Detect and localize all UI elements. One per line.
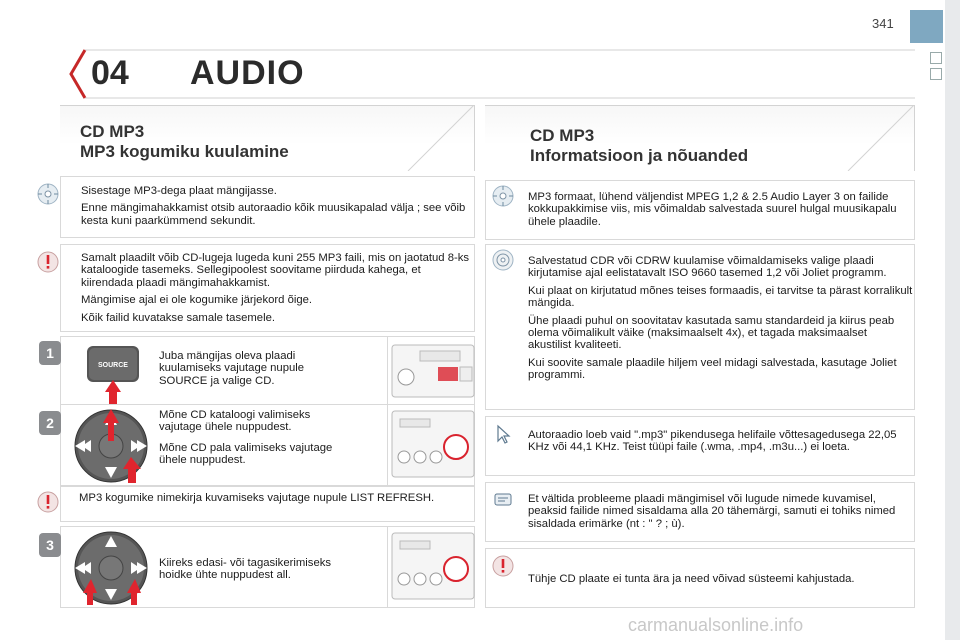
extension-text: Autoraadio loeb vaid ".mp3" pikendusega helifaile võttesagedusega 22,05 KHz või 44,1 KHz. Teist tüüpi faile (.wma, .mp4, .m3u...) ei loeta. xyxy=(528,429,897,454)
warning-icon xyxy=(37,251,59,273)
cursor-icon xyxy=(492,423,514,445)
left-column xyxy=(60,105,475,171)
list-refresh-text: MP3 kogumike nimekirja kuvamiseks vajutage nupule LIST REFRESH. xyxy=(79,492,435,504)
note-text xyxy=(81,252,471,324)
navigation-dpad-icon xyxy=(69,405,153,487)
insert-disc-block xyxy=(60,176,475,238)
chapter-number: 04 xyxy=(91,54,129,92)
warning-icon xyxy=(37,491,59,513)
radio-panel-image xyxy=(388,405,476,485)
list-refresh-block xyxy=(60,486,475,522)
radio-thumb-1 xyxy=(387,337,475,405)
insert-text-1: Sisestage MP3-dega plaat mängijasse. xyxy=(81,185,277,197)
note-text-1: Samalt plaadilt võib CD-lugeja lugeda kuni 255 MP3 faili, mis on jaotatud 8-ks kataloogide tasemeks. Sellegipoolest soovitame piirduda kahega, et kiirendada plaadi mängimahakkamist. xyxy=(81,252,470,289)
corner-tab xyxy=(910,10,943,43)
radio-panel-image xyxy=(388,527,476,607)
format-text: MP3 formaat, lühend väljendist MPEG 1,2 & 2.5 Audio Layer 3 on failide kokkupakkimise viis, mis võimaldab salvestada suurel hulgal muusikapalu ühele plaadile. xyxy=(528,191,897,228)
right-column xyxy=(485,105,915,171)
side-box xyxy=(930,52,942,64)
burn-text-4: Kui soovite samale plaadile hiljem veel midagi salvestada, kasutage Joliet programmi. xyxy=(528,356,897,382)
radio-thumb-2 xyxy=(387,405,475,485)
left-heading-line1: CD MP3 xyxy=(80,122,145,141)
header-diagonal xyxy=(834,105,914,171)
right-heading-line1: CD MP3 xyxy=(530,126,595,145)
step-1-block xyxy=(46,336,475,406)
burn-text-2: Kui plaat on kirjutatud mõnes teises formaadis, ei tarvitse ta pärast korralikult mängida. xyxy=(528,284,913,310)
side-strip xyxy=(945,0,960,640)
step-3-text: Kiireks edasi- või tagasikerimiseks hoidke ühte nuppudest all. xyxy=(159,557,332,582)
navigation-dpad-icon xyxy=(69,527,153,609)
format-block xyxy=(485,180,915,240)
names-text: Et vältida probleeme plaadi mängimisel või lugude nimede kuvamisel, peaksid failide nimed sisaldama alla 20 tähemärgi, samuti ei tohiks nimed sisaldada erimärke (nt : " ? ; ù). xyxy=(528,493,896,530)
note-text-2: Mängimise ajal ei ole kogumike järjekord õige. xyxy=(81,294,313,307)
step-2-badge: 2 xyxy=(39,411,61,435)
source-button-icon xyxy=(83,342,143,404)
disc-icon xyxy=(492,185,514,207)
left-heading-line2: MP3 kogumiku kuulamine xyxy=(80,142,289,161)
note-block xyxy=(60,244,475,332)
chapter-title: AUDIO xyxy=(190,54,305,92)
burn-text-3: Ühe plaadi puhul on soovitatav kasutada samu standardeid ja kiirus peab olema võimalikult väike (maksimaalselt 4x), et tagada maksimaalset akustilist kvaliteeti. xyxy=(528,314,895,352)
disc-icon xyxy=(37,183,59,205)
burn-text-1: Salvestatud CDR või CDRW kuulamise võimaldamiseks valige plaadi kirjutamise ajal eelistatavalt ISO 9660 tasemed 1,2 või Joliet programm. xyxy=(528,255,887,280)
step-2-text xyxy=(159,409,349,467)
burn-text xyxy=(528,255,913,382)
note-text-3: Kõik failid kuvatakse samale tasemele. xyxy=(81,311,276,324)
right-section-title xyxy=(530,126,748,166)
radio-thumb-3 xyxy=(387,527,475,607)
side-box xyxy=(930,68,942,80)
step-3-badge: 3 xyxy=(39,533,61,557)
step-3-block xyxy=(46,526,475,608)
warning-icon xyxy=(492,555,514,577)
insert-text-2: Enne mängimahakkamist otsib autoraadio kõik muusikapalad välja ; see võib kesta kuni paarkümmend sekundit. xyxy=(81,202,466,227)
protected-text: Tühje CD plaate ei tunta ära ja need võivad süsteemi kahjustada. xyxy=(528,573,855,585)
left-section-title xyxy=(80,122,289,162)
chapter-banner-shape xyxy=(55,48,925,100)
extension-block xyxy=(485,416,915,476)
protected-block xyxy=(485,548,915,608)
disc-burn-icon xyxy=(492,249,514,271)
names-block xyxy=(485,482,915,542)
step-2-text-a: Mõne CD kataloogi valimiseks vajutage ühele nuppudest. xyxy=(159,409,311,434)
left-section-head xyxy=(60,105,475,171)
radio-panel-image xyxy=(388,337,476,405)
insert-text xyxy=(81,185,466,227)
step-2-text-b: Mõne CD pala valimiseks vajutage ühele nuppudest. xyxy=(159,441,333,467)
chapter-banner xyxy=(55,48,925,100)
right-heading-line2: Informatsioon ja nõuanded xyxy=(530,146,749,165)
watermark: carmanualsonline.info xyxy=(628,615,804,635)
step-1-badge: 1 xyxy=(39,341,61,365)
step-2-block xyxy=(46,404,475,486)
source-button-label: SOURCE xyxy=(98,362,128,369)
page-number: 341 xyxy=(872,16,894,31)
screen-icon xyxy=(492,489,514,511)
header-diagonal xyxy=(394,105,474,171)
burn-block xyxy=(485,244,915,410)
right-section-head xyxy=(485,105,915,171)
step-1-text: Juba mängijas oleva plaadi kuulamiseks vajutage nupule SOURCE ja valige CD. xyxy=(159,350,305,387)
